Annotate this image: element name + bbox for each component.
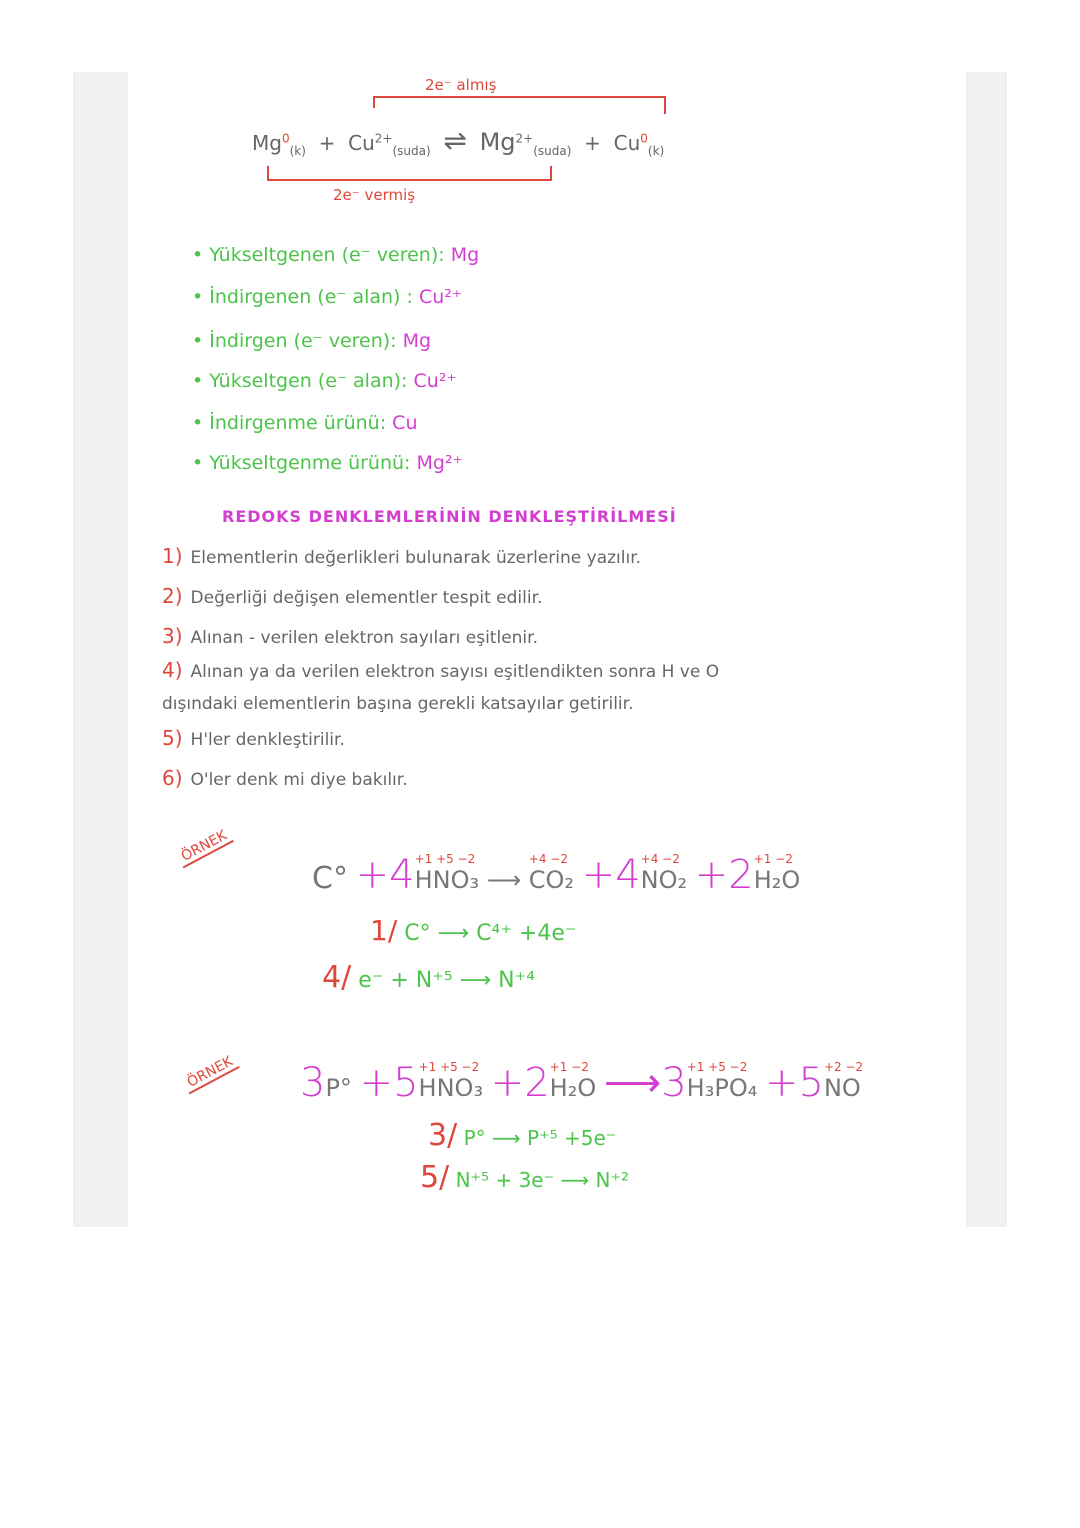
product-mg: Mg: [479, 128, 516, 156]
definition-value: Mg: [402, 330, 432, 352]
half-reaction: [370, 914, 577, 947]
coefficient: +5: [359, 1060, 419, 1106]
formula: H₂O: [753, 866, 801, 894]
arrow-line: [550, 166, 552, 180]
state-label: (suda): [392, 144, 431, 158]
step-text: O'ler denk mi diye bakılır.: [190, 770, 408, 790]
oxidation-state: 0: [640, 131, 648, 146]
arrow-line: [267, 166, 269, 180]
formula: CO₂: [528, 866, 575, 894]
half-reaction-text: N⁺⁵ + 3e⁻ ⟶ N⁺²: [455, 1168, 630, 1192]
coefficient: +4: [581, 852, 641, 898]
definition-label: İndirgenen (e⁻ alan) :: [209, 286, 413, 308]
plus: +: [318, 131, 336, 155]
oxidation-states: +2 −2: [823, 1060, 864, 1074]
state-label: (k): [647, 144, 665, 158]
definition-item: • İndirgenen (e⁻ alan) : Cu²⁺: [192, 286, 462, 308]
step-text: Alınan - verilen elektron sayıları eşitlenir.: [190, 628, 538, 648]
coefficient: +5: [764, 1060, 824, 1106]
multiplier: 4/: [322, 960, 352, 995]
example-label: ÖRNEK: [181, 1052, 240, 1095]
step-item: [162, 584, 542, 608]
definition-label: Yükseltgenen (e⁻ veren):: [209, 244, 445, 266]
arrow-line: [373, 96, 375, 108]
oxidation-states: +1 +5 −2: [418, 1060, 480, 1074]
oxidation-states: +4 −2: [640, 852, 680, 866]
charge: 2+: [515, 131, 534, 146]
arrow-line: [664, 96, 666, 114]
step-item: [162, 544, 641, 568]
coefficient: +2: [694, 852, 754, 898]
formula: C°: [312, 861, 348, 896]
formula: HNO₃: [414, 866, 480, 894]
oxidation-states: +1 +5 −2: [686, 1060, 748, 1074]
coefficient: +2: [490, 1060, 550, 1106]
coefficient: 3: [300, 1060, 326, 1106]
formula: HNO₃: [418, 1074, 484, 1102]
state-label: (suda): [533, 144, 572, 158]
state-label: (k): [289, 144, 306, 158]
half-reaction: [322, 960, 535, 995]
definition-item: • Yükseltgenen (e⁻ veren): Mg: [192, 244, 480, 266]
equilibrium-arrow: ⇌: [443, 124, 467, 157]
definition-label: Yükseltgenme ürünü:: [209, 452, 411, 474]
reactant-mg: Mg: [252, 131, 282, 155]
step-continuation: dışındaki elementlerin başına gerekli katsayılar getirilir.: [162, 694, 634, 714]
product-cu: Cu: [613, 131, 641, 155]
definition-value: Mg: [450, 244, 480, 266]
definition-item: • Yükseltgen (e⁻ alan): Cu²⁺: [192, 370, 457, 392]
formula: NO: [823, 1074, 861, 1102]
definition-item: • İndirgenme ürünü: Cu: [192, 412, 418, 434]
oxidation-states: +1 −2: [549, 1060, 589, 1074]
definition-label: İndirgen (e⁻ veren):: [209, 330, 397, 352]
half-reaction-text: P° ⟶ P⁺⁵ +5e⁻: [463, 1126, 617, 1150]
definition-value: Cu: [392, 412, 418, 434]
step-number: 6): [162, 766, 183, 790]
oxidation-states: +1 +5 −2: [414, 852, 476, 866]
example-label: ÖRNEK: [175, 826, 234, 869]
arrow-line-bottom: [267, 179, 552, 181]
step-item: [162, 624, 538, 648]
reactant-cu: Cu: [348, 131, 375, 155]
half-reaction-text: e⁻ + N⁺⁵ ⟶ N⁺⁴: [358, 968, 536, 993]
example-equation: [312, 852, 800, 898]
reaction-arrow: ⟶: [486, 866, 522, 894]
step-text: Değerliği değişen elementler tespit edilir.: [190, 588, 543, 608]
definition-value: Cu²⁺: [418, 286, 462, 308]
formula: NO₂: [640, 866, 688, 894]
definition-label: Yükseltgen (e⁻ alan):: [209, 370, 408, 392]
definition-value: Cu²⁺: [413, 370, 457, 392]
charge: 2+: [374, 131, 393, 146]
electron-gained-label: 2e⁻ almış: [425, 76, 497, 94]
half-reaction: [420, 1160, 629, 1195]
coefficient: ⟶3: [603, 1060, 687, 1106]
definition-value: Mg²⁺: [416, 452, 463, 474]
step-number: 3): [162, 624, 183, 648]
definition-item: • İndirgen (e⁻ veren): Mg: [192, 330, 432, 352]
multiplier: 1/: [370, 914, 398, 947]
formula: P°: [325, 1074, 352, 1102]
formula: H₂O: [549, 1074, 597, 1102]
step-number: 2): [162, 584, 183, 608]
oxidation-states: +1 −2: [753, 852, 793, 866]
reaction-equation: [252, 124, 664, 158]
step-item: [162, 726, 345, 750]
step-number: 4): [162, 658, 183, 682]
step-text: H'ler denkleştirilir.: [190, 730, 345, 750]
plus: +: [584, 131, 601, 155]
definition-item: • Yükseltgenme ürünü: Mg²⁺: [192, 452, 463, 474]
arrow-line-top: [373, 96, 665, 98]
half-reaction: [428, 1118, 616, 1153]
coefficient: +4: [355, 852, 415, 898]
multiplier: 5/: [420, 1160, 450, 1195]
oxidation-states: +4 −2: [528, 852, 568, 866]
step-text: Alınan ya da verilen elektron sayısı eşitlendikten sonra H ve O: [190, 662, 720, 682]
definition-label: İndirgenme ürünü:: [209, 412, 387, 434]
electron-lost-label: 2e⁻ vermiş: [333, 186, 416, 204]
section-title: REDOKS DENKLEMLERİNİN DENKLEŞTİRİLMESİ: [222, 507, 677, 526]
step-number: 1): [162, 544, 183, 568]
step-item: [162, 766, 408, 790]
step-text: Elementlerin değerlikleri bulunarak üzerlerine yazılır.: [190, 548, 642, 568]
step-item: [162, 658, 719, 682]
step-number: 5): [162, 726, 183, 750]
example-equation: [300, 1060, 864, 1106]
oxidation-state: 0: [281, 131, 290, 146]
half-reaction-text: C° ⟶ C⁴⁺ +4e⁻: [404, 921, 577, 946]
formula: H₃PO₄: [686, 1074, 758, 1102]
multiplier: 3/: [428, 1118, 458, 1153]
